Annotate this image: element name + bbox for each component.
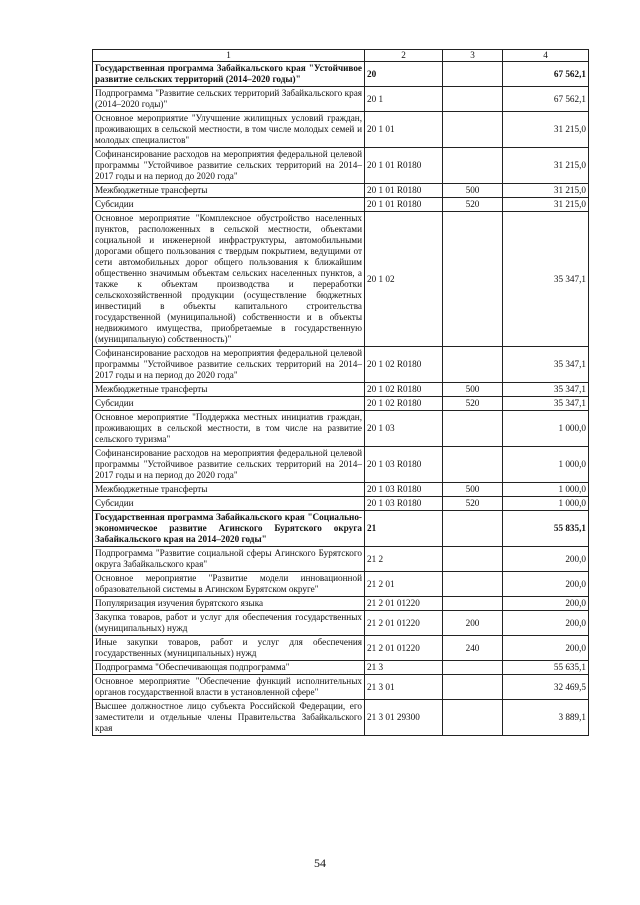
row-name-cell: Подпрограмма "Обеспечивающая подпрограмма" [93, 661, 365, 675]
row-expense-type-cell [443, 547, 503, 572]
row-expense-type-cell [443, 87, 503, 112]
row-sum-cell: 55 835,1 [503, 511, 589, 547]
row-name-cell: Подпрограмма "Развитие сельских территорий Забайкальского края (2014–2020 годы)" [93, 87, 365, 112]
table-row [93, 148, 589, 184]
table-row [93, 511, 589, 547]
row-sum-cell: 32 469,5 [503, 675, 589, 700]
row-code-cell: 21 [365, 511, 443, 547]
row-code-cell: 20 1 03 R0180 [365, 497, 443, 511]
row-name-cell: Государственная программа Забайкальского края "Социально-экономическое развитие Агинского Бурятского округа Забайкальского края на 2014–2020 годы" [93, 511, 365, 547]
row-name-cell: Подпрограмма "Развитие социальной сферы Агинского Бурятского округа Забайкальского края" [93, 547, 365, 572]
row-sum-cell: 1 000,0 [503, 447, 589, 483]
row-code-cell: 20 1 03 [365, 411, 443, 447]
row-expense-type-cell: 520 [443, 397, 503, 411]
table-row [93, 700, 589, 736]
row-sum-cell: 35 347,1 [503, 383, 589, 397]
table-row [93, 411, 589, 447]
row-name-cell: Популяризация изучения бурятского языка [93, 597, 365, 611]
budget-table [92, 49, 589, 736]
row-code-cell: 20 1 [365, 87, 443, 112]
row-sum-cell: 67 562,1 [503, 62, 589, 87]
table-row [93, 347, 589, 383]
row-expense-type-cell [443, 597, 503, 611]
row-name-cell: Закупка товаров, работ и услуг для обеспечения государственных (муниципальных) нужд [93, 611, 365, 636]
row-code-cell: 21 2 01 01220 [365, 636, 443, 661]
table-row [93, 397, 589, 411]
row-code-cell: 21 2 [365, 547, 443, 572]
row-sum-cell: 200,0 [503, 611, 589, 636]
row-expense-type-cell [443, 148, 503, 184]
row-code-cell: 21 3 01 [365, 675, 443, 700]
table-row [93, 572, 589, 597]
table-row [93, 447, 589, 483]
row-name-cell: Основное мероприятие "Развитие модели инновационной образовательной системы в Агинском Бурятском округе" [93, 572, 365, 597]
header-col-1: 1 [93, 50, 365, 62]
row-code-cell: 21 3 01 29300 [365, 700, 443, 736]
row-name-cell: Основное мероприятие "Обеспечение функций исполнительных органов государственной власти в установленной сфере" [93, 675, 365, 700]
row-expense-type-cell [443, 62, 503, 87]
row-name-cell: Субсидии [93, 397, 365, 411]
row-sum-cell: 31 215,0 [503, 198, 589, 212]
row-code-cell: 20 1 01 R0180 [365, 198, 443, 212]
row-name-cell: Высшее должностное лицо субъекта Российской Федерации, его заместители и отдельные члены Правительства Забайкальского края [93, 700, 365, 736]
table-row [93, 112, 589, 148]
row-expense-type-cell: 500 [443, 383, 503, 397]
row-name-cell: Государственная программа Забайкальского края "Устойчивое развитие сельских территорий (2014–2020 годы)" [93, 62, 365, 87]
row-code-cell: 20 1 02 R0180 [365, 397, 443, 411]
row-code-cell: 20 1 03 R0180 [365, 483, 443, 497]
row-name-cell: Основное мероприятие "Улучшение жилищных условий граждан, проживающих в сельской местности, в том числе молодых семей и молодых специалистов" [93, 112, 365, 148]
table-row [93, 62, 589, 87]
row-code-cell: 20 1 01 R0180 [365, 184, 443, 198]
table-body [93, 62, 589, 736]
row-name-cell: Основное мероприятие "Поддержка местных инициатив граждан, проживающих в сельской местности, в том числе на развитие сельского туризма" [93, 411, 365, 447]
table-row [93, 87, 589, 112]
row-name-cell: Субсидии [93, 497, 365, 511]
row-code-cell: 20 1 02 [365, 212, 443, 347]
row-name-cell: Иные закупки товаров, работ и услуг для обеспечения государственных (муниципальных) нужд [93, 636, 365, 661]
row-code-cell: 20 [365, 62, 443, 87]
row-sum-cell: 200,0 [503, 572, 589, 597]
table-row [93, 497, 589, 511]
page-number: 54 [314, 856, 326, 870]
row-expense-type-cell: 520 [443, 198, 503, 212]
table-row [93, 636, 589, 661]
row-code-cell: 20 1 02 R0180 [365, 347, 443, 383]
row-expense-type-cell [443, 347, 503, 383]
row-sum-cell: 200,0 [503, 597, 589, 611]
row-expense-type-cell: 500 [443, 483, 503, 497]
row-sum-cell: 1 000,0 [503, 497, 589, 511]
row-code-cell: 20 1 01 [365, 112, 443, 148]
row-code-cell: 20 1 01 R0180 [365, 148, 443, 184]
table-row [93, 547, 589, 572]
row-sum-cell: 35 347,1 [503, 397, 589, 411]
row-sum-cell: 55 635,1 [503, 661, 589, 675]
table-row [93, 611, 589, 636]
row-name-cell: Межбюджетные трансферты [93, 383, 365, 397]
table-row [93, 675, 589, 700]
row-sum-cell: 31 215,0 [503, 148, 589, 184]
row-code-cell: 21 2 01 01220 [365, 597, 443, 611]
table-row [93, 597, 589, 611]
row-code-cell: 21 3 [365, 661, 443, 675]
row-code-cell: 20 1 03 R0180 [365, 447, 443, 483]
row-code-cell: 21 2 01 [365, 572, 443, 597]
table-row [93, 661, 589, 675]
row-expense-type-cell [443, 675, 503, 700]
table-row [93, 383, 589, 397]
header-col-4: 4 [503, 50, 589, 62]
row-sum-cell: 200,0 [503, 547, 589, 572]
row-name-cell: Софинансирование расходов на мероприятия федеральной целевой программы "Устойчивое развитие сельских территорий на 2014–2017 годы и на период до 2020 года" [93, 148, 365, 184]
header-col-3: 3 [443, 50, 503, 62]
table-row [93, 212, 589, 347]
row-sum-cell: 3 889,1 [503, 700, 589, 736]
table-row [93, 184, 589, 198]
row-expense-type-cell [443, 112, 503, 148]
row-sum-cell: 1 000,0 [503, 411, 589, 447]
row-name-cell: Субсидии [93, 198, 365, 212]
row-expense-type-cell: 500 [443, 184, 503, 198]
row-name-cell: Софинансирование расходов на мероприятия федеральной целевой программы "Устойчивое развитие сельских территорий на 2014–2017 годы и на период до 2020 года" [93, 447, 365, 483]
row-expense-type-cell [443, 661, 503, 675]
row-expense-type-cell: 240 [443, 636, 503, 661]
row-sum-cell: 35 347,1 [503, 347, 589, 383]
table-row [93, 483, 589, 497]
row-code-cell: 20 1 02 R0180 [365, 383, 443, 397]
row-sum-cell: 31 215,0 [503, 184, 589, 198]
row-expense-type-cell [443, 572, 503, 597]
row-name-cell: Основное мероприятие "Комплексное обустройство населенных пунктов, расположенных в сельской местности, объектами социальной и инженерной инфраструктуры, автомобильными дорогами общего пользования с твердым покрытием, ведущими от сети автомобильных дорог общего пользования к ближайшим общественно значимым объектам сельских населенных пунктов, а также к объектам производства и переработки сельскохозяйственной продукции (осуществление бюджетных инвестиций в объекты капитального строительства государственной (муниципальной) собственности и в объекты недвижимого имущества, приобретаемые в государственную (муниципальную) собственность)" [93, 212, 365, 347]
row-sum-cell: 200,0 [503, 636, 589, 661]
row-name-cell: Межбюджетные трансферты [93, 184, 365, 198]
table-header-row [93, 50, 589, 62]
row-sum-cell: 67 562,1 [503, 87, 589, 112]
row-code-cell: 21 2 01 01220 [365, 611, 443, 636]
table-row [93, 198, 589, 212]
header-col-2: 2 [365, 50, 443, 62]
row-expense-type-cell [443, 212, 503, 347]
row-sum-cell: 35 347,1 [503, 212, 589, 347]
row-expense-type-cell [443, 511, 503, 547]
row-sum-cell: 1 000,0 [503, 483, 589, 497]
row-name-cell: Софинансирование расходов на мероприятия федеральной целевой программы "Устойчивое развитие сельских территорий на 2014–2017 годы и на период до 2020 года" [93, 347, 365, 383]
row-name-cell: Межбюджетные трансферты [93, 483, 365, 497]
row-expense-type-cell: 520 [443, 497, 503, 511]
row-expense-type-cell [443, 447, 503, 483]
row-expense-type-cell [443, 411, 503, 447]
row-sum-cell: 31 215,0 [503, 112, 589, 148]
row-expense-type-cell [443, 700, 503, 736]
row-expense-type-cell: 200 [443, 611, 503, 636]
